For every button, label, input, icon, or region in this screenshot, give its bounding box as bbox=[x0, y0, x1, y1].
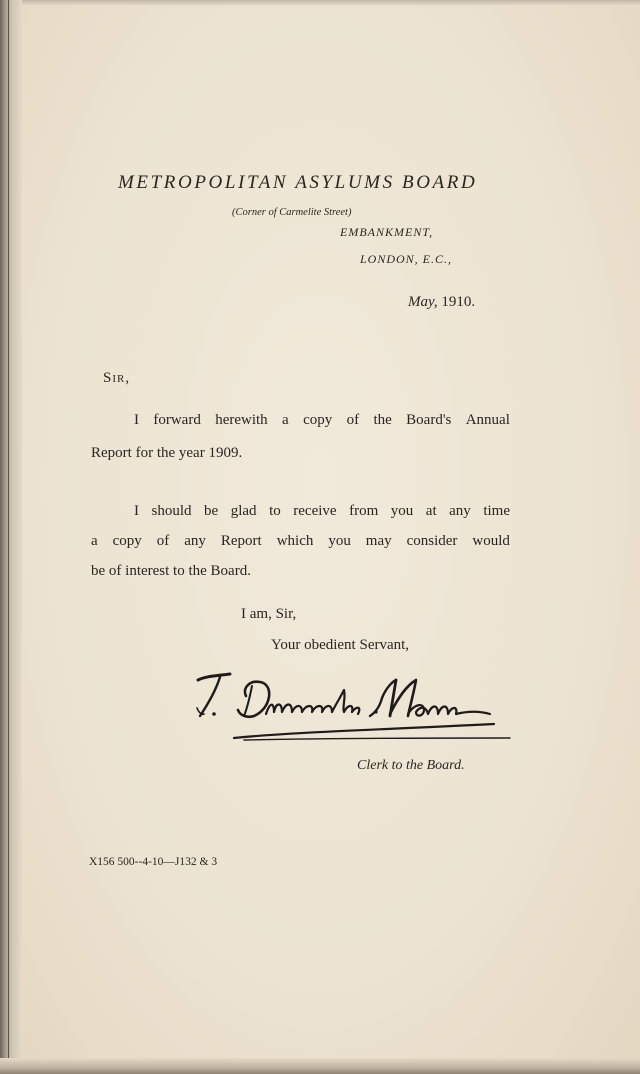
word: copy bbox=[303, 412, 333, 428]
letterhead-title: METROPOLITAN ASYLUMS BOARD bbox=[118, 172, 478, 193]
date-year: 1910. bbox=[441, 294, 476, 310]
word: receive bbox=[293, 503, 337, 519]
book-binding-edge bbox=[0, 0, 22, 1074]
page-bottom-edge bbox=[0, 1058, 640, 1074]
word: consider bbox=[406, 533, 458, 549]
word: the bbox=[373, 412, 392, 428]
paragraph-1-line-1 bbox=[134, 412, 510, 429]
word: time bbox=[483, 503, 510, 519]
paragraph-2-line-2 bbox=[91, 533, 510, 550]
word: from bbox=[349, 503, 379, 519]
word: you bbox=[390, 503, 414, 519]
date-month: May, bbox=[408, 294, 438, 310]
address-line-city: LONDON, E.C., bbox=[360, 252, 453, 266]
word: forward bbox=[153, 412, 201, 428]
word: Annual bbox=[465, 412, 510, 428]
word: which bbox=[276, 533, 314, 549]
word: herewith bbox=[215, 412, 268, 428]
word: I bbox=[134, 412, 139, 428]
paragraph-1-line-2: Report for the year 1909. bbox=[91, 445, 243, 461]
word: would bbox=[472, 533, 510, 549]
address-line-embankment: EMBANKMENT, bbox=[340, 225, 434, 239]
word: Board's bbox=[406, 412, 452, 428]
word: a bbox=[282, 412, 289, 428]
salutation: Sir, bbox=[103, 370, 131, 386]
word: to bbox=[269, 503, 281, 519]
word: a bbox=[91, 533, 98, 549]
word: copy bbox=[112, 533, 142, 549]
closing-line-2: Your obedient Servant, bbox=[271, 637, 410, 653]
handwritten-signature bbox=[194, 668, 514, 752]
word: any bbox=[449, 503, 471, 519]
letter-date bbox=[408, 294, 475, 311]
paragraph-2-line-1 bbox=[134, 503, 510, 520]
print-code: X156 500--4-10—J132 & 3 bbox=[89, 856, 218, 868]
word: should bbox=[151, 503, 192, 519]
word: glad bbox=[230, 503, 257, 519]
address-line-street: (Corner of Carmelite Street) bbox=[232, 207, 352, 218]
paragraph-2-line-3: be of interest to the Board. bbox=[91, 563, 251, 579]
word: be bbox=[204, 503, 219, 519]
word: of bbox=[346, 412, 360, 428]
word: may bbox=[365, 533, 392, 549]
signatory-title: Clerk to the Board. bbox=[357, 758, 465, 773]
word: any bbox=[184, 533, 206, 549]
word: you bbox=[328, 533, 351, 549]
closing-line-1: I am, Sir, bbox=[241, 606, 297, 622]
word: at bbox=[425, 503, 437, 519]
word: of bbox=[156, 533, 170, 549]
page-top-edge bbox=[0, 0, 640, 6]
word: Report bbox=[220, 533, 262, 549]
word: I bbox=[134, 503, 139, 519]
